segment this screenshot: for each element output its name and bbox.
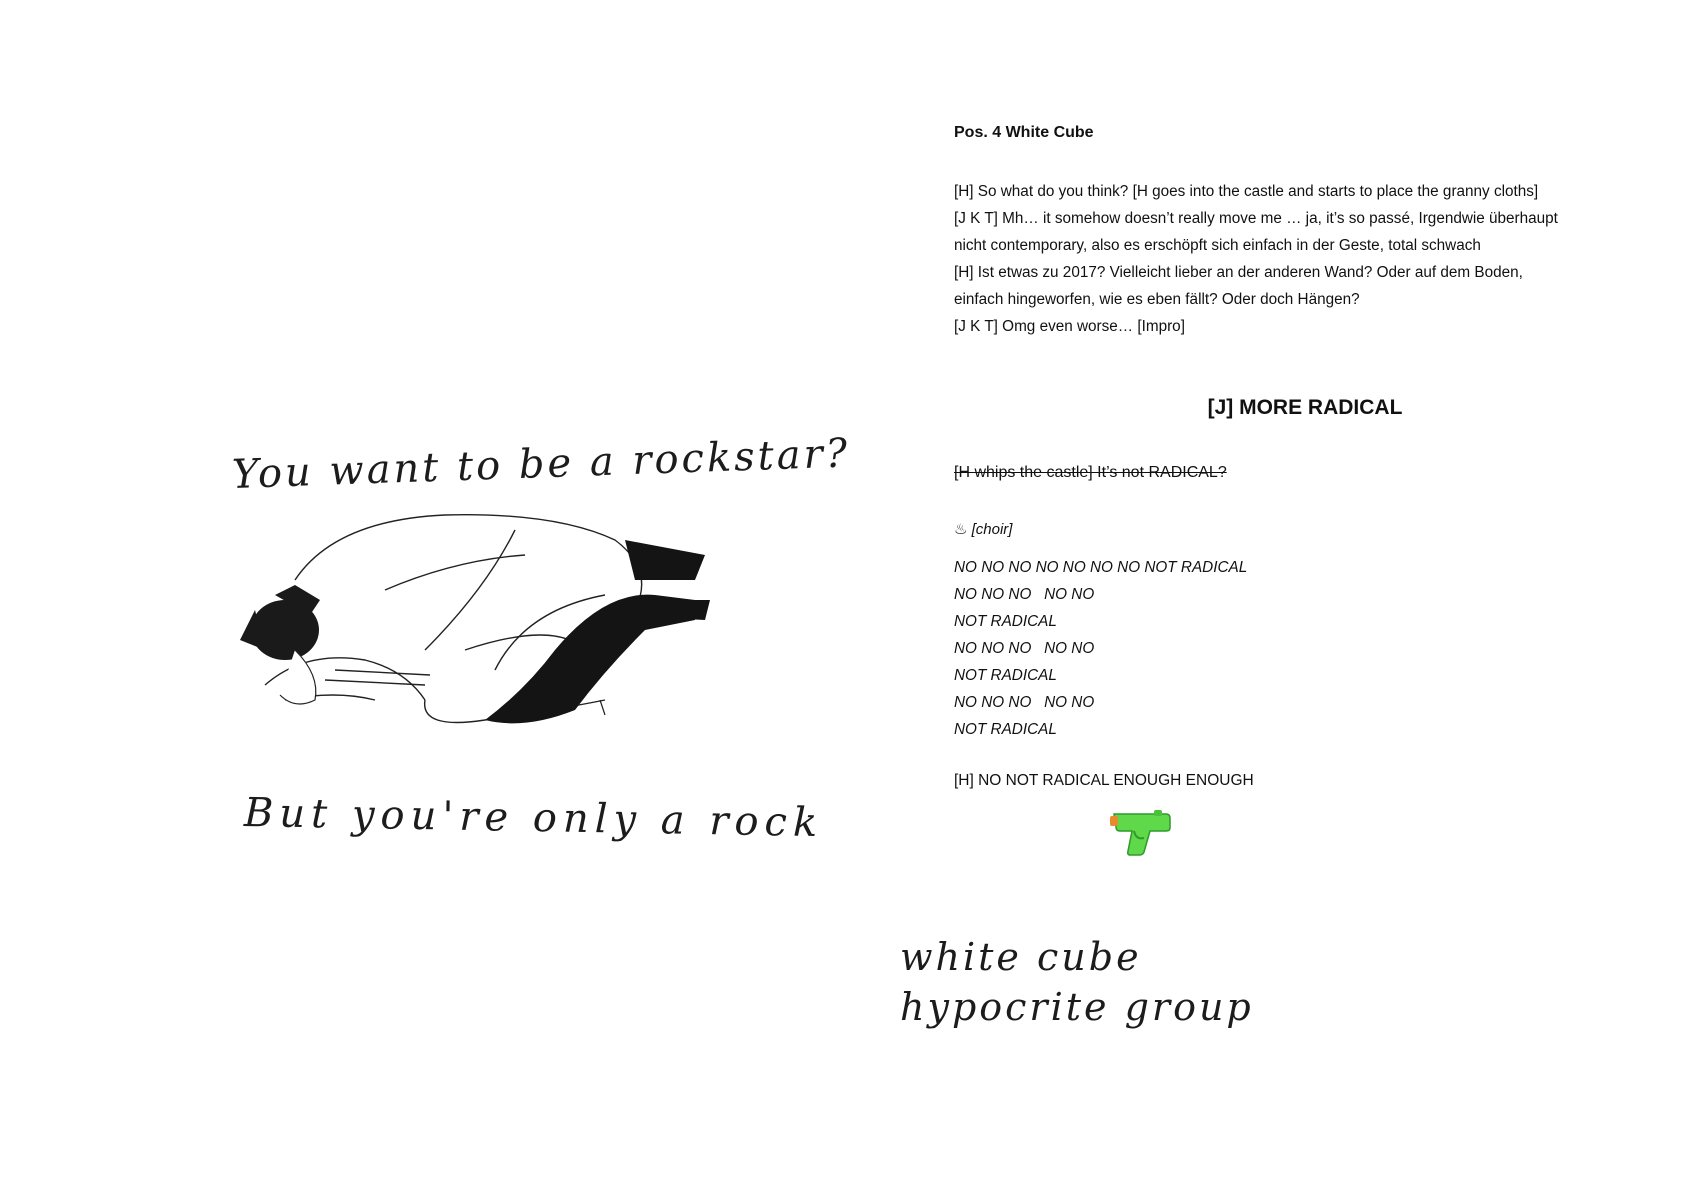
dialogue-line: [J K T] Omg even worse… [Impro] (954, 318, 1185, 335)
water-pistol-icon (1110, 808, 1172, 861)
chant-line: NO NO NO NO NO NO NO NOT RADICAL (954, 559, 1248, 576)
handwritten-question: You want to be a rockstar? (231, 430, 851, 498)
chant-line: NOT RADICAL (954, 613, 1057, 630)
handwritten-note-line: hypocrite group (900, 985, 1254, 1029)
handwritten-note-line: white cube (900, 935, 1142, 979)
chant-line: NO NO NO NO NO (954, 640, 1095, 657)
handwritten-answer: But you're only a rock (243, 790, 824, 847)
scene-heading: [J] MORE RADICAL (1207, 396, 1403, 419)
struck-line: [H whips the castle] It’s not RADICAL? (954, 464, 1227, 481)
dialogue-line: [H] Ist etwas zu 2017? Vielleicht lieber an der anderen Wand? Oder auf dem Boden, (954, 264, 1523, 281)
chant-line: NO NO NO NO NO (954, 586, 1095, 603)
dialogue-line: [J K T] Mh… it somehow doesn’t really move me … ja, it’s so passé, Irgendwie überhaupt (954, 210, 1558, 227)
crouching-figure-drawing (225, 500, 785, 765)
dialogue-block (954, 178, 1594, 340)
section-title: Pos. 4 White Cube (954, 124, 1094, 141)
chant-line: NOT RADICAL (954, 721, 1057, 738)
dialogue-line: einfach hingeworfen, wie es eben fällt? Oder doch Hängen? (954, 291, 1360, 308)
chant-line: NOT RADICAL (954, 667, 1057, 684)
chant-block (954, 554, 1247, 743)
dialogue-line: nicht contemporary, also es erschöpft sich einfach in der Geste, total schwach (954, 237, 1481, 254)
choir-text: [choir] (971, 521, 1013, 538)
choir-label (954, 520, 1012, 538)
dialogue-line: [H] So what do you think? [H goes into the castle and starts to place the granny cloths] (954, 183, 1539, 200)
chant-line: NO NO NO NO NO (954, 694, 1095, 711)
final-line: [H] NO NOT RADICAL ENOUGH ENOUGH (954, 772, 1254, 789)
hot-springs-icon: ♨ (954, 521, 968, 538)
handwritten-note (900, 932, 1254, 1032)
